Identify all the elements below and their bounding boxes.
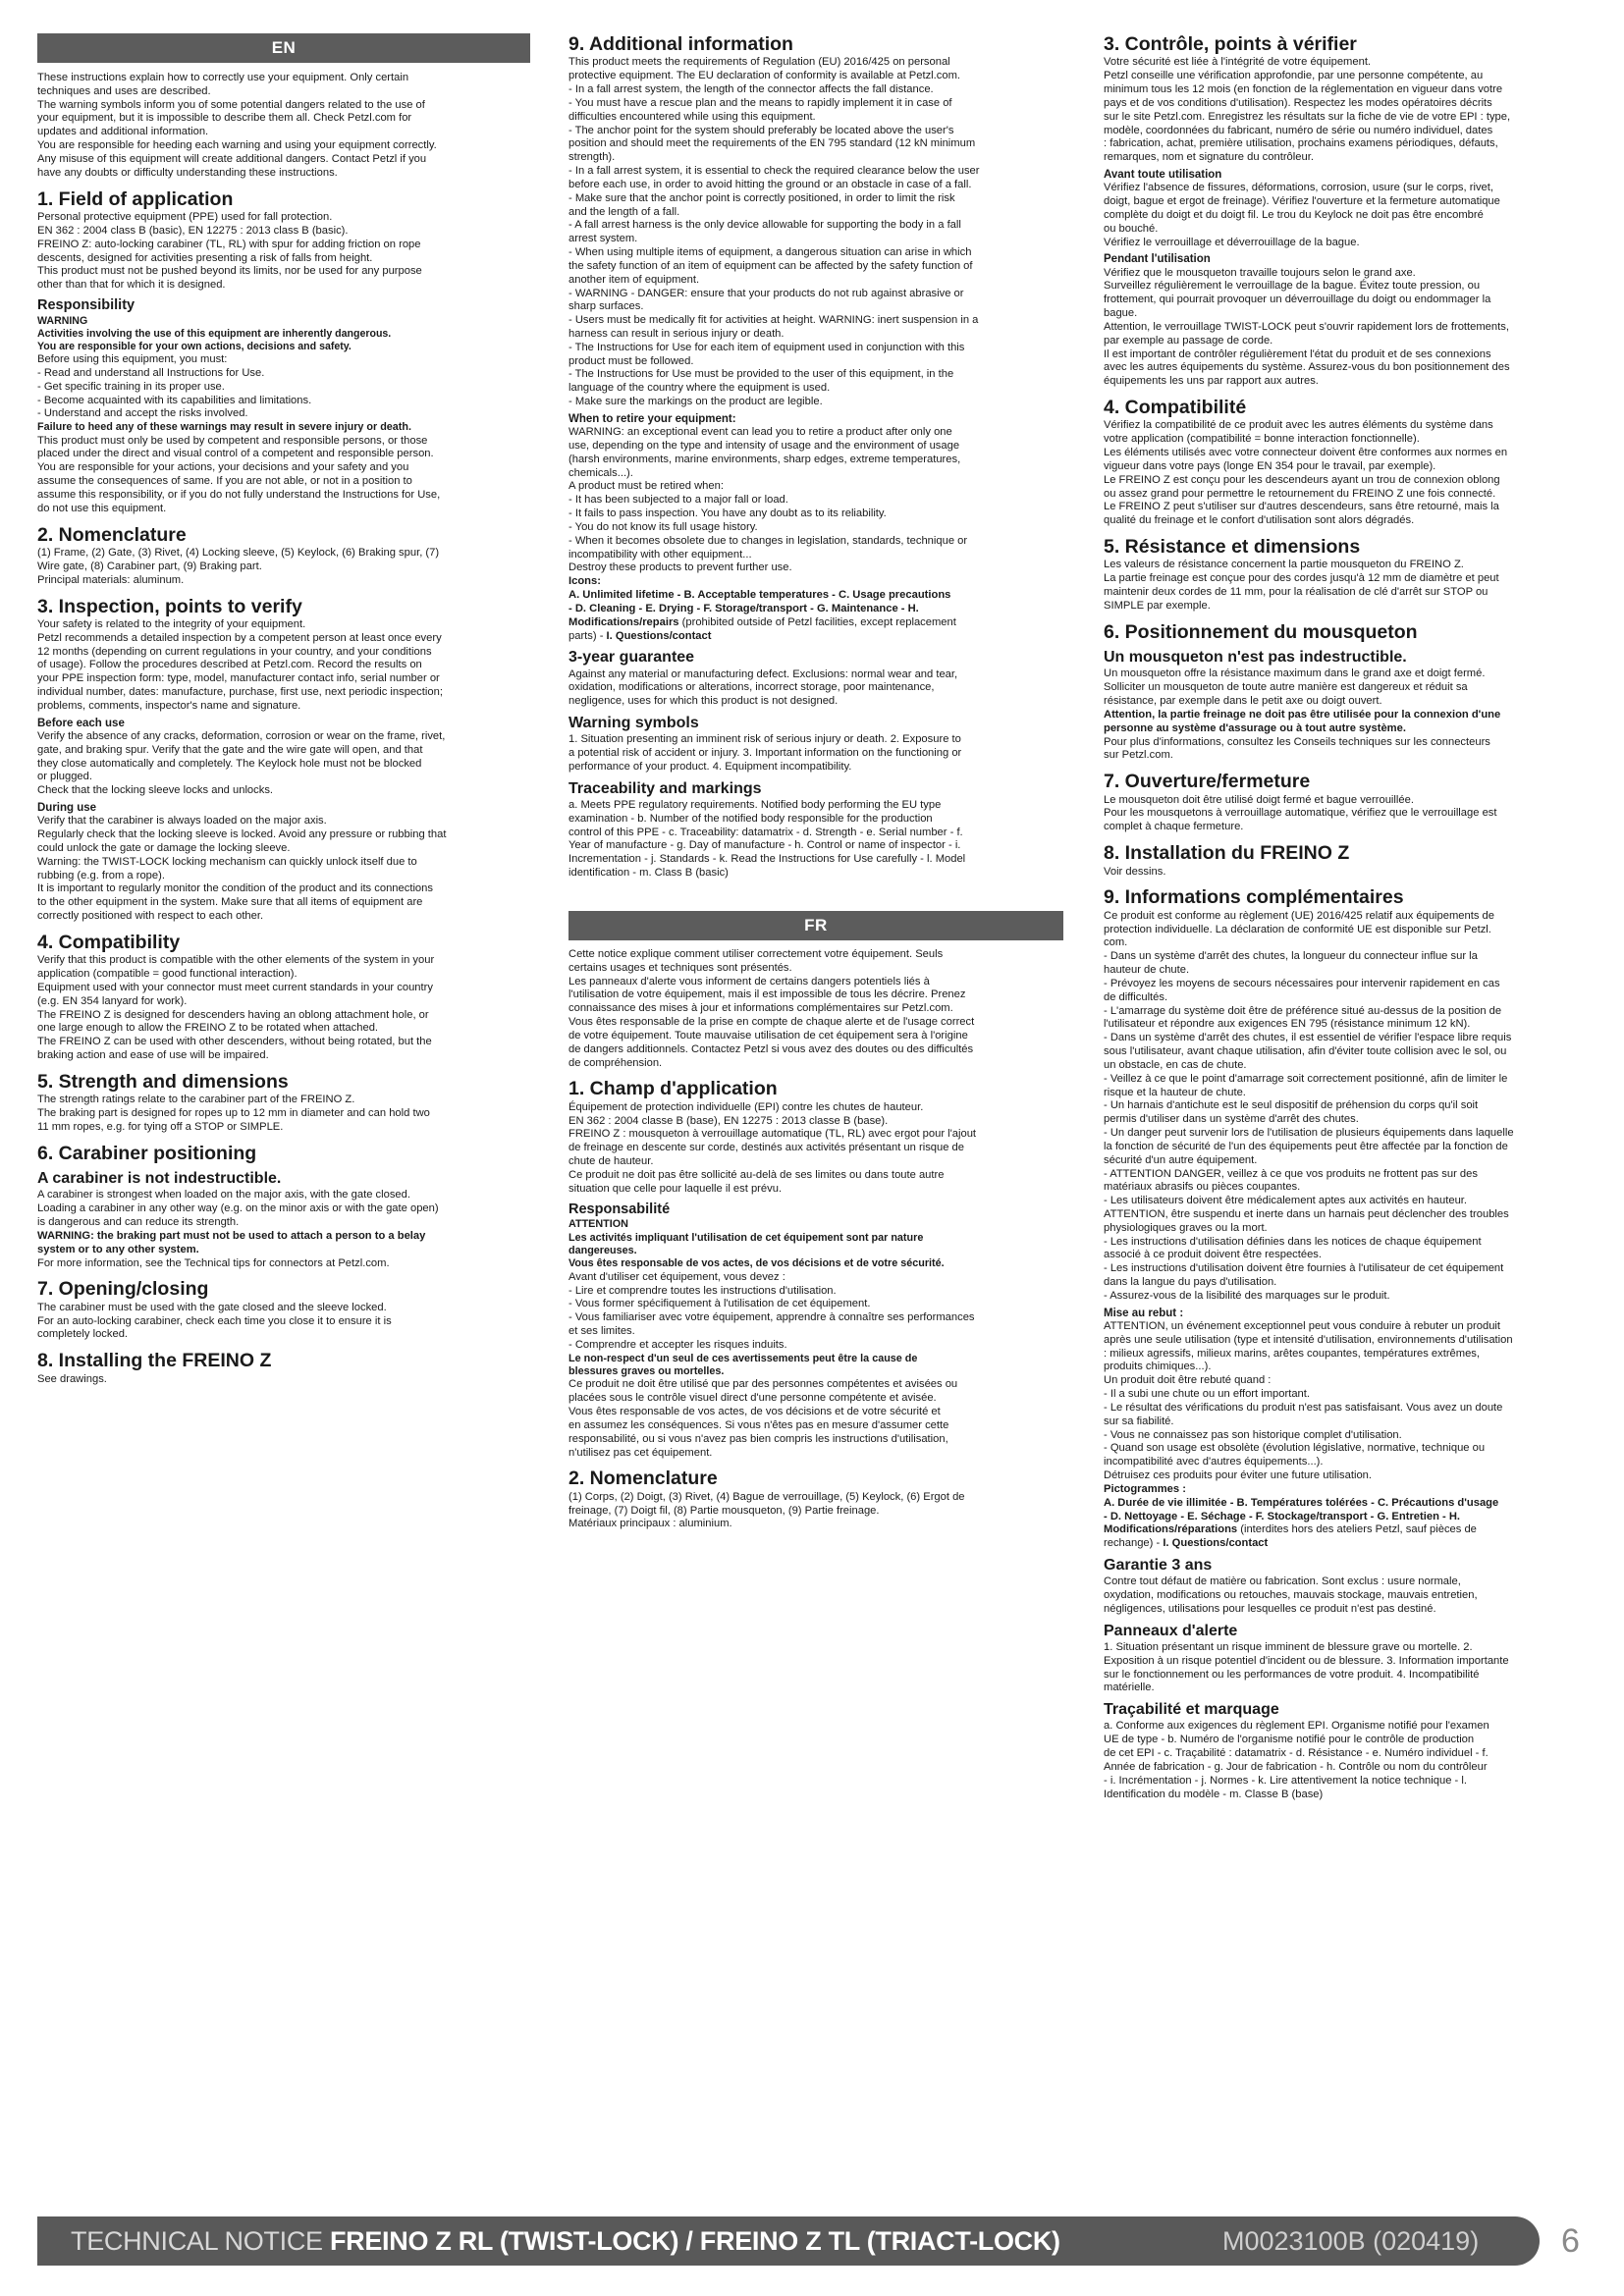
section-text: See drawings. — [37, 1372, 107, 1385]
section-text: Vérifiez l'absence de fissures, déformations, corrosion, usure (sur le corps, rivet, doigt, bague et ergot de freinage). Vérifiez l'ouverture et la fermeture automatique complète du doigt et du doigt fil. Le trou du Keylock ne doit pas être encombré ou bouché. Vérifiez le verrouillage et déverrouillage de la bague. — [1104, 182, 1500, 248]
section-text: Ce produit est conforme au règlement (UE) 2016/425 relatif aux équipements de protection individuelle. La déclaration de conformité UE est disponible sur Petzl. com. - Dans un système d'arrêt des chutes, la longueur du connecteur influe sur la hauteur de chute. - Prévoyez les moyens de secours nécessaires pour intervenir rapidement en cas de difficultés. - L'amarrage du système doit être de préférence situé au-dessus de la position de l'utilisateur et répondre aux exigences EN 795 (résistance minimum 12 kN). - Dans un système d'arrêt des chutes, il est essentiel de vérifier l'espace libre requis sous l'utilisateur, avant chaque utilisation, afin d'éviter toute collision avec le sol, ou un obstacle, en cas de chute. - Veillez à ce que le point d'amarrage soit correctement positionné, afin de limiter le risque et la hauteur de chute. - Un harnais d'antichute est le seul dispositif de préhension du corps qu'il soit permis d'utiliser dans un système d'arrêt des chutes. - Un danger peut survenir lors de l'utilisation de plusieurs équipements dans laquelle la fonction de sécurité de l'un des équipements peut être affectée par la fonction de sécurité d'un autre équipement. - ATTENTION DANGER, veillez à ce que vos produits ne frottent pas sur des matériaux abrasifs ou pièces coupantes. - Les utilisateurs doivent être médicalement aptes aux activités en hauteur. ATTENTION, être suspendu et inerte dans un harnais peut déclencher des troubles physiologiques graves ou la mort. - Les instructions d'utilisation définies dans les notices de chaque équipement associé à ce produit doivent être respectées. - Les instructions d'utilisation doivent être fournies à l'utilisateur de cet équipement dans la langue du pays d'utilisation. - Assurez-vous de la lisibilité des marquages sur le produit. — [1104, 909, 1514, 1302]
section-text: Vérifiez la compatibilité de ce produit avec les autres éléments du système dans votre application (compatibilité = bonne interaction fonctionnelle). Les éléments utilisés avec votre connecteur doivent être conformes aux normes en vigueur dans votre pays (longe EN 354 pour le travail, par exemple). Le FREINO Z est conçu pour les descendeurs ayant un trou de connexion oblong ou assez grand pour permettre le retournement du FREINO Z une fois connecté. Le FREINO Z peut s'utiliser sur d'autres descendeurs, sans être retourné, mais la qualité du freinage et le confort d'utilisation sont alors dégradés. — [1104, 419, 1508, 527]
section-text: The carabiner must be used with the gate closed and the sleeve locked. For an auto-locking carabiner, check each time you close it to ensure it is completely locked. — [37, 1301, 392, 1341]
section-title: 3. Inspection, points to verify — [37, 595, 302, 617]
warning-text: Le non-respect d'un seul de ces avertissements peut être la cause de blessures graves ou mortelles. — [568, 1352, 918, 1378]
intro-text: Cette notice explique comment utiliser correctement votre équipement. Seuls certains usages et techniques sont présentés. Les panneaux d'alerte vous informent de certains dangers potentiels liés à l'utilisation de votre équipement, mais il est impossible de tous les décrire. Prenez connaissance des mises à jour et informations complémentaires sur Petzl.com. Vous êtes responsable de la prise en compte de chaque alerte et de l'usage correct de votre équipement. Toute mauvaise utilisation de cet équipement sera à l'origine de dangers additionnels. Contactez Petzl si vous avez des doutes ou des difficultés de compréhension. — [568, 947, 975, 1069]
section-text: 1. Situation presenting an imminent risk of serious injury or death. 2. Exposure to a potential risk of accident or injury. 3. Important information on the functioning or performance of your product. 4. Equipment incompatibility. — [568, 733, 962, 773]
section-title: 5. Strength and dimensions — [37, 1070, 289, 1093]
section-text: Contre tout défaut de matière ou fabrication. Sont exclus : usure normale, oxydation, modifications ou retouches, mauvais stockage, mauvais entretien, négligences, utilisations pour lesquelles ce produit n'est pas destiné. — [1104, 1575, 1478, 1615]
section-text: Verify that this product is compatible with the other elements of the system in your application (compatible = good functional interaction). Equipment used with your connector must meet current standards in your country (e.g. EN 354 lanyard for work). The FREINO Z is designed for descenders having an oblong attachment hole, or one large enough to allow the FREINO Z to be rotated when attached. The FREINO Z can be used with other descenders, without being rotated, but the braking action and ease of use will be impaired. — [37, 954, 435, 1062]
section-text: Votre sécurité est liée à l'intégrité de votre équipement. Petzl conseille une vérification approfondie, par une personne compétente, au minimum tous les 12 mois (en fonction de la réglementation en vigueur dans votre pays et de vos conditions d'utilisation). Respectez les modes opératoires décrits sur le site Petzl.com. Enregistrez les résultats sur la fiche de vie de votre EPI : type, modèle, coordonnées du fabricant, numéro de série ou numéro individuel, dates : fabrication, achat, première utilisation, prochains examens périodiques, défauts, remarques, nom et signature du contrôleur. — [1104, 56, 1511, 164]
column-3 — [1104, 33, 1589, 1801]
icons-mod-label: Modifications/réparations — [1104, 1523, 1238, 1536]
icons-text-line — [568, 616, 1063, 644]
subsection-title: Pendant l'utilisation — [1104, 253, 1211, 266]
subsection-title: Traceability and markings — [568, 779, 762, 797]
subsection-title: Garantie 3 ans — [1104, 1557, 1213, 1575]
subsection-title: Un mousqueton n'est pas indestructible. — [1104, 649, 1407, 667]
section-title: 1. Champ d'application — [568, 1078, 778, 1100]
section-text: Vérifiez que le mousqueton travaille toujours selon le grand axe. Surveillez régulièrement le verrouillage de la bague. Évitez toute pression, ou frottement, qui pourrait provoquer un déverrouillage du doigt ou endommager la bague. Attention, le verrouillage TWIST-LOCK peut s'ouvrir rapidement lors de frottements, par exemple au passage de corde. Il est important de contrôler régulièrement l'état du produit et de ses connexions avec les autres équipements du système. Assurez-vous du bon positionnement des équipements les uns par rapport aux autres. — [1104, 266, 1510, 388]
section-title: 5. Résistance et dimensions — [1104, 536, 1361, 559]
section-text: Avant d'utiliser cet équipement, vous devez : - Lire et comprendre toutes les instructions d'utilisation. - Vous former spécifiquement à l'utilisation de cet équipement. - Vous familiariser avec votre équipement, apprendre à connaître ses performances et ses limites. - Comprendre et accepter les risques induits. — [568, 1270, 975, 1351]
spacer — [568, 881, 1063, 911]
section-title: 9. Informations complémentaires — [1104, 886, 1404, 909]
subsection-title: Before each use — [37, 717, 125, 729]
section-text: Ce produit ne doit être utilisé que par des personnes compétentes et avisées ou placées sous le contrôle visuel direct d'une personne compétente et avisée. Vous êtes responsable de vos actes, de vos décisions et de votre sécurité et en assumez les conséquences. Si vous n'êtes pas en mesure d'assumer cette responsabilité, ou si vous n'avez pas bien compris les instructions d'utilisation, n'utilisez pas cet équipement. — [568, 1378, 958, 1459]
column-1 — [37, 33, 530, 1387]
warning-text: WARNING Activities involving the use of this equipment are inherently dangerous. You are responsible for your own actions, decisions and safety. — [37, 314, 392, 353]
section-text: ATTENTION, un événement exceptionnel peut vous conduire à rebuter un produit après une seule utilisation (type et intensité d'utilisation, environnements d'utilisation : milieux agressifs, milieux marins, arêtes coupantes, températures extrêmes, produits chimiques...). Un produit doit être rebuté quand : - Il a subi une chute ou un effort important. - Le résultat des vérifications du produit n'est pas satisfaisant. Vous avez un doute sur sa fiabilité. - Vous ne connaissez pas son historique complet d'utilisation. - Quand son usage est obsolète (évolution législative, normative, technique ou incompatibilité avec d'autres équipements...). Détruisez ces produits pour éviter une future utilisation. — [1104, 1319, 1513, 1482]
subsection-title: A carabiner is not indestructible. — [37, 1170, 282, 1188]
section-text: a. Meets PPE regulatory requirements. Notified body performing the EU type examination - b. Number of the notified body responsible for the production control of this PPE - c. Traceability: datamatrix - d. Strength - e. Serial number - f. Year of manufacture - g. Day of manufacture - h. Control or name of inspector - i. Incrementation - j. Standards - k. Read the Instructions for Use carefully - l. Model identification - m. Class B (basic) — [568, 798, 966, 880]
section-text: The strength ratings relate to the carabiner part of the FREINO Z. The braking part is designed for ropes up to 12 mm in diameter and can hold two 11 mm ropes, e.g. for tying off a STOP or SIMPLE. — [37, 1094, 430, 1133]
section-text: Pour plus d'informations, consultez les Conseils techniques sur les connecteurs sur Petzl.com. — [1104, 735, 1490, 762]
section-text: Le mousqueton doit être utilisé doigt fermé et bague verrouillée. Pour les mousquetons à verrouillage automatique, vérifiez que le verrouillage est complet à chaque fermeture. — [1104, 793, 1497, 833]
warning-text: Failure to heed any of these warnings may result in severe injury or death. — [37, 421, 412, 434]
footer-prefix: TECHNICAL NOTICE — [71, 2226, 330, 2256]
section-text: Les valeurs de résistance concernent la partie mousqueton du FREINO Z. La partie freinage est conçue pour des cordes jusqu'à 12 mm de diamètre et peut maintenir deux cordes de 11 mm, pour la réalisation de clé d'arrêt sur STOP ou SIMPLE par exemple. — [1104, 559, 1499, 612]
icons-text: Pictogrammes : A. Durée de vie illimitée - B. Températures tolérées - C. Précautions d'usage - D. Nettoyage - E. Séchage - F. Stockage/transport - G. Entretien - H. — [1104, 1482, 1499, 1522]
footer-product: FREINO Z RL (TWIST-LOCK) / FREINO Z TL (TRIACT-LOCK) — [329, 2226, 1060, 2256]
icons-end-label: I. Questions/contact — [1163, 1537, 1269, 1550]
warning-text: Attention, la partie freinage ne doit pas être utilisée pour la connexion d'une personne au système d'assurage ou à tout autre système. — [1104, 708, 1501, 734]
icons-end-label: I. Questions/contact — [606, 629, 712, 642]
icons-text-line — [1104, 1523, 1589, 1551]
section-text: WARNING: an exceptional event can lead you to retire a product after only one use, depending on the type and intensity of usage and the environment of usage (harsh environments, marine environments, sharp edges, extreme temperatures, chemicals...). A product must be retired when: - It has been subjected to a major fall or load. - It fails to pass inspection. You have any doubt as to its reliability. - You do not know its full usage history. - When it becomes obsolete due to changes in legislation, standards, technique or incompatibility with other equipment... Destroy these products to prevent further use. — [568, 426, 968, 574]
warning-text: WARNING: the braking part must not be used to attach a person to a belay system or to any other system. — [37, 1229, 426, 1255]
icons-text: Icons: A. Unlimited lifetime - B. Acceptable temperatures - C. Usage precautions - D. Cleaning - E. Drying - F. Storage/transport - G. Maintenance - H. — [568, 575, 951, 614]
page-number: 6 — [1561, 2222, 1580, 2260]
section-text: A carabiner is strongest when loaded on the major axis, with the gate closed. Loading a carabiner in any other way (e.g. on the minor axis or with the gate open) is dangerous and can reduce its strength. — [37, 1189, 439, 1229]
section-title: 6. Positionnement du mousqueton — [1104, 620, 1418, 643]
section-text: Un mousqueton offre la résistance maximum dans le grand axe et doigt fermé. Solliciter un mousqueton de toute autre manière est dangereux et réduit sa résistance, par exemple dans le petit axe ou doigt ouvert. — [1104, 667, 1486, 708]
subsection-title: Mise au rebut : — [1104, 1307, 1184, 1319]
section-text: Verify the absence of any cracks, deformation, corrosion or wear on the frame, rivet, gate, and braking spur. Verify that the gate and the wire gate will open, and that they close automatically and completely. The Keylock hole must not be blocked or plugged. Check that the locking sleeve locks and unlocks. — [37, 729, 446, 797]
section-title: 8. Installing the FREINO Z — [37, 1350, 272, 1372]
section-title: 2. Nomenclature — [568, 1468, 718, 1490]
subsection-title: Panneaux d'alerte — [1104, 1622, 1238, 1639]
section-text: This product meets the requirements of Regulation (EU) 2016/425 on personal protective equipment. The EU declaration of conformity is available at Petzl.com. - In a fall arrest system, the length of the connector affects the fall distance. - You must have a rescue plan and the means to rapidly implement it in case of difficulties encountered while using this equipment. - The anchor point for the system should preferably be located above the user's position and should meet the requirements of the EN 795 standard (12 kN minimum strength). - In a fall arrest system, it is essential to check the required clearance below the user before each use, in order to avoid hitting the ground or an obstacle in case of a fall. - Make sure that the anchor point is correctly positioned, in order to limit the risk and the length of a fall. - A fall arrest harness is the only device allowable for supporting the body in a fall arrest system. - When using multiple items of equipment, a dangerous situation can arise in which the safety function of an item of equipment can be affected by the safety function of another item of equipment. - WARNING - DANGER: ensure that your products do not rub against abrasive or sharp surfaces. - Users must be medically fit for activities at height. WARNING: inert suspension in a harness can result in serious injury or death. - The Instructions for Use for each item of equipment used in conjunction with this product must be followed. - The Instructions for Use must be provided to the user of this equipment, in the language of the country where the equipment is used. - Make sure the markings on the product are legible. — [568, 56, 980, 408]
footer-title — [71, 2216, 1060, 2266]
section-text: This product must only be used by competent and responsible persons, or those placed under the direct and visual control of a competent and responsible person. You are responsible for your actions, your decisions and your safety and you assume the consequences of same. If you are not able, or not in a position to assume this responsibility, or if you do not fully understand the Instructions for Use, do not use this equipment. — [37, 434, 441, 514]
subsection-title: When to retire your equipment: — [568, 412, 736, 425]
section-text: (1) Corps, (2) Doigt, (3) Rivet, (4) Bague de verrouillage, (5) Keylock, (6) Ergot de freinage, (7) Doigt fil, (8) Partie mousqueton, (9) Partie freinage. Matériaux principaux : aluminium. — [568, 1490, 965, 1530]
section-title: 7. Opening/closing — [37, 1278, 209, 1301]
section-text: Your safety is related to the integrity of your equipment. Petzl recommends a detailed inspection by a competent person at least once every 12 months (depending on current regulations in your country, and your conditions of usage). Follow the procedures described at Petzl.com. Record the results on your PPE inspection form: type, model, manufacturer contact info, serial number or individual number, dates: manufacture, purchase, first use, next periodic inspection; problems, comments, inspector's name and signature. — [37, 617, 443, 712]
section-text: Against any material or manufacturing defect. Exclusions: normal wear and tear, oxidation, modifications or alterations, incorrect storage, poor maintenance, negligence, uses for which this product is not designed. — [568, 667, 958, 708]
section-title: 6. Carabiner positioning — [37, 1142, 257, 1164]
section-text: Verify that the carabiner is always loaded on the major axis. Regularly check that the locking sleeve is locked. Avoid any pressure or rubbing that could unlock the gate or damage the locking sleeve. Warning: the TWIST-LOCK locking mechanism can quickly unlock itself due to rubbing (e.g. from a rope). It is important to regularly monitor the condition of the product and its connections to the other equipment in the system. Make sure that all items of equipment are correctly positioned with respect to each other. — [37, 815, 447, 923]
section-text: Équipement de protection individuelle (EPI) contre les chutes de hauteur. EN 362 : 2004 classe B (base), EN 12275 : 2013 classe B (base). FREINO Z : mousqueton à verrouillage automatique (TL, RL) avec ergot pour l'ajout de freinage en descente sur corde, destinés aux activités présentant un risque de chute de hauteur. Ce produit ne doit pas être sollicité au-delà de ses limites ou dans toute autre situation que celle pour laquelle il est prévu. — [568, 1100, 977, 1195]
footer-bar — [37, 2216, 1540, 2266]
section-title: 1. Field of application — [37, 187, 234, 210]
subsection-title: During use — [37, 802, 97, 815]
language-banner-fr: FR — [568, 911, 1063, 940]
section-text: 1. Situation présentant un risque imminent de blessure grave ou mortelle. 2. Exposition à un risque potentiel d'incident ou de blessure. 3. Information importante sur le fonctionnement ou les performances de votre produit. 4. Incompatibilité matérielle. — [1104, 1640, 1509, 1694]
section-title: 7. Ouverture/fermeture — [1104, 771, 1311, 793]
section-title: 8. Installation du FREINO Z — [1104, 842, 1350, 865]
section-title: 9. Additional information — [568, 33, 793, 55]
subsection-title: 3-year guarantee — [568, 649, 695, 667]
subsection-title: Responsibility — [37, 297, 135, 314]
language-banner-en: EN — [37, 33, 530, 63]
section-text: For more information, see the Technical tips for connectors at Petzl.com. — [37, 1256, 390, 1269]
section-text: (1) Frame, (2) Gate, (3) Rivet, (4) Locking sleeve, (5) Keylock, (6) Braking spur, (7) Wire gate, (8) Carabiner part, (9) Braking part. Principal materials: aluminum. — [37, 547, 440, 586]
section-title: 3. Contrôle, points à vérifier — [1104, 33, 1357, 55]
icons-mod-label: Modifications/repairs — [568, 615, 679, 628]
section-title: 4. Compatibility — [37, 931, 181, 953]
section-text: Personal protective equipment (PPE) used for fall protection. EN 362 : 2004 class B (basic), EN 12275 : 2013 class B (basic). FREINO Z: auto-locking carabiner (TL, RL) with spur for adding friction on rope descents, designed for activities presenting a risk of falls from height. This product must not be pushed beyond its limits, nor be used for any purpose other than that for which it is designed. — [37, 211, 422, 292]
section-text: Before using this equipment, you must: - Read and understand all Instructions for Use. - Get specific training in its proper use. - Become acquainted with its capabilities and limitations. - Understand and accept the risks involved. — [37, 353, 312, 420]
section-text: Voir dessins. — [1104, 865, 1166, 878]
section-title: 2. Nomenclature — [37, 523, 187, 546]
subsection-title: Warning symbols — [568, 715, 699, 732]
column-2 — [568, 33, 1063, 1531]
intro-text: These instructions explain how to correctly use your equipment. Only certain techniques and uses are described. The warning symbols inform you of some potential dangers related to the use of your equipment, but it is impossible to describe them all. Check Petzl.com for updates and additional information. You are responsible for heeding each warning and using your equipment correctly. Any misuse of this equipment will create additional dangers. Contact Petzl if you have any doubts or difficulty understanding these instructions. — [37, 72, 437, 179]
subsection-title: Traçabilité et marquage — [1104, 1701, 1279, 1719]
icons-mod-text: (interdites hors des ateliers Petzl, sauf pièces de rechange) - — [1104, 1523, 1477, 1550]
warning-text: ATTENTION Les activités impliquant l'utilisation de cet équipement sont par nature dangereuses. Vous êtes responsable de vos actes, de vos décisions et de votre sécurité. — [568, 1218, 945, 1270]
subsection-title: Responsabilité — [568, 1201, 671, 1217]
footer-reference: M0023100B (020419) — [1222, 2226, 1480, 2256]
section-text: a. Conforme aux exigences du règlement EPI. Organisme notifié pour l'examen UE de type - b. Numéro de l'organisme notifié pour le contrôle de production de cet EPI - c. Traçabilité : datamatrix - d. Résistance - e. Numéro individuel - f. Année de fabrication - g. Jour de fabrication - h. Contrôle ou nom du contrôleur - i. Incrémentation - j. Normes - k. Lire attentivement la notice technique - l. Identification du modèle - m. Classe B (base) — [1104, 1720, 1489, 1800]
icons-mod-text: (prohibited outside of Petzl facilities, except replacement parts) - — [568, 615, 956, 642]
section-title: 4. Compatibilité — [1104, 397, 1247, 419]
subsection-title: Avant toute utilisation — [1104, 169, 1222, 182]
